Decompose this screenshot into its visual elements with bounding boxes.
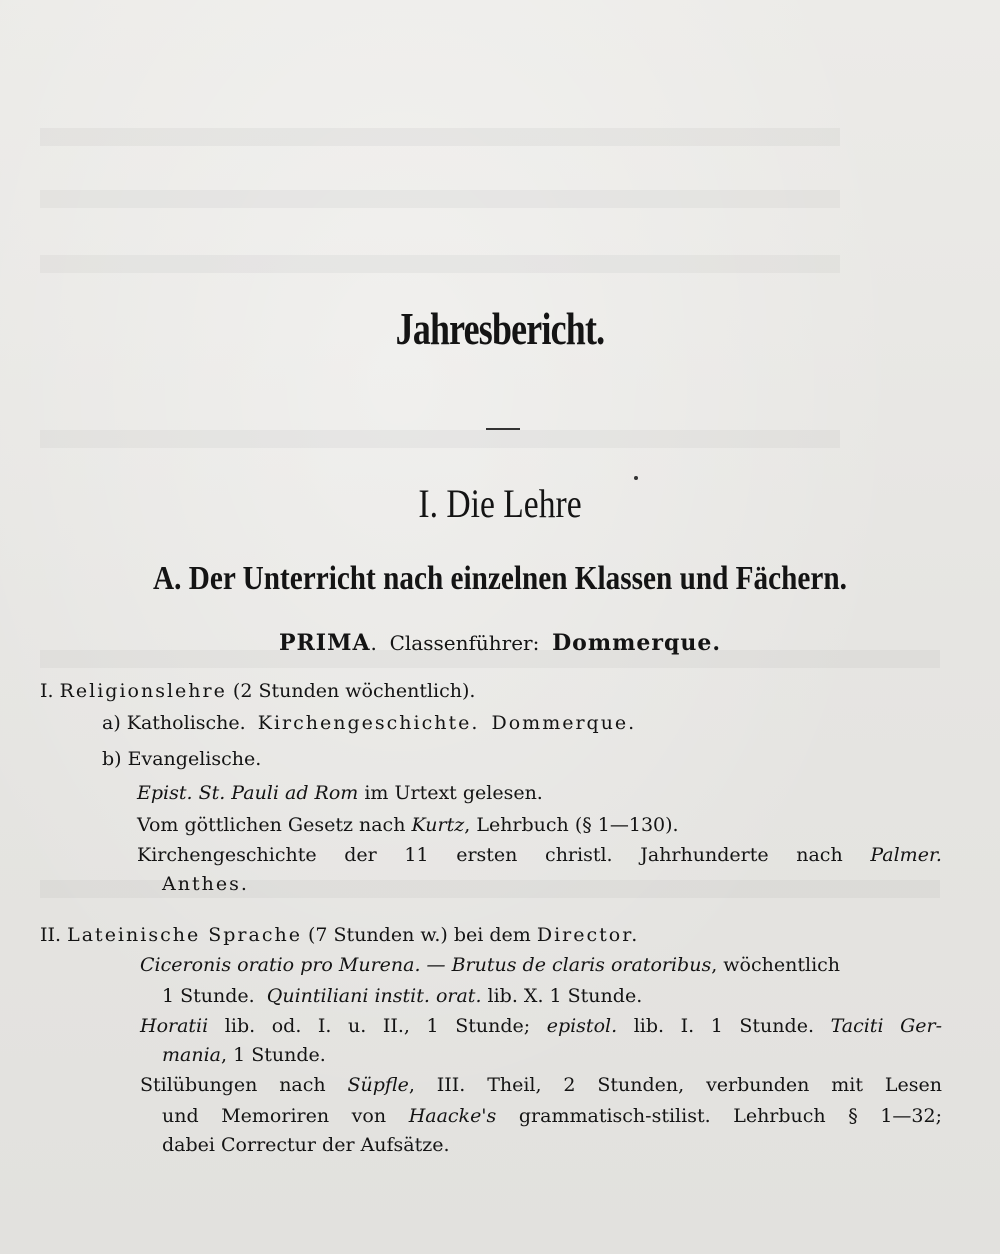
latin-2-b: lib. X. 1 Stunde.: [487, 985, 643, 1007]
evangelic-item-1: [137, 782, 543, 804]
latin-5-b: , III. Theil, 2 Stunden, verbunden mit Lesen: [408, 1074, 942, 1096]
latin-item-6: [162, 1105, 942, 1127]
latin-2-a: 1 Stunde.: [162, 985, 255, 1007]
religion-title: Religionslehre: [59, 680, 227, 702]
bleed-through-shadow: [40, 190, 840, 208]
religion-heading: [40, 680, 475, 702]
latin-6-a: und Memoriren von: [162, 1105, 387, 1127]
catholic-teacher: Dommerque.: [491, 712, 637, 734]
class-name: PRIMA: [278, 630, 371, 656]
bleed-through-shadow: [40, 128, 840, 146]
latin-4-rest: , 1 Stunde.: [221, 1044, 326, 1066]
class-leader-label: Classenführer:: [389, 631, 540, 655]
latin-3-epistol: epistol.: [546, 1015, 618, 1037]
evangelic-teacher: Anthes.: [162, 873, 249, 895]
evangelic-label: b) Evangelische.: [102, 748, 262, 770]
latin-item-4: [162, 1044, 326, 1066]
latin-item-3: [140, 1015, 942, 1037]
latin-5-a: Stilübungen nach: [140, 1074, 326, 1096]
latin-3-author: Horatii: [140, 1015, 209, 1037]
evangelic-line: [102, 748, 261, 770]
evangelic-2-a: Vom göttlichen Gesetz nach: [137, 814, 406, 836]
evangelic-3-author: Palmer.: [870, 844, 942, 866]
evangelic-2-b: , Lehrbuch (§ 1—130).: [464, 814, 679, 836]
latin-5-author: Süpfle: [347, 1074, 409, 1096]
latin-heading: [40, 924, 639, 946]
evangelic-item-2: [137, 814, 679, 836]
latin-hours: (7 Stunden w.) bei dem: [308, 924, 531, 946]
evangelic-1-rest: im Urtext gelesen.: [364, 782, 543, 804]
latin-item-2: [162, 985, 642, 1007]
latin-3-a: lib. od. I. u. II., 1 Stunde;: [224, 1015, 531, 1037]
class-leader-name: Dommerque.: [552, 630, 721, 656]
latin-3-b: lib. I. 1 Stunde.: [633, 1015, 814, 1037]
class-heading: PRIMA. Classenführer: Dommerque.: [278, 630, 721, 656]
latin-2-work: Quintiliani instit. orat.: [266, 985, 482, 1007]
catholic-subject: Kirchengeschichte.: [257, 712, 480, 734]
evangelic-1-title: Epist. St. Pauli ad Rom: [137, 782, 359, 804]
catholic-line: [102, 712, 636, 734]
evangelic-teacher-line: [162, 873, 249, 895]
latin-item-1: [140, 954, 840, 976]
latin-1-rest: , wöchentlich: [711, 954, 841, 976]
report-title: Jahresbericht.: [395, 303, 605, 354]
religion-number: I.: [40, 680, 54, 702]
evangelic-item-3: [137, 844, 942, 866]
title-rule: [486, 428, 520, 430]
latin-7: dabei Correctur der Aufsätze.: [162, 1134, 450, 1156]
latin-item-5: [140, 1074, 942, 1096]
section-heading: I. Die Lehre: [418, 481, 582, 526]
latin-1-works: Ciceronis oratio pro Murena. — Brutus de claris oratoribus: [140, 954, 712, 976]
bleed-through-shadow: [40, 430, 840, 448]
latin-6-b: grammatisch-stilist. Lehrbuch § 1—32;: [518, 1105, 942, 1127]
evangelic-3-a: Kirchengeschichte der 11 ersten christl. Jahrhunderte nach: [137, 844, 843, 866]
catholic-label: a) Katholische.: [102, 712, 246, 734]
latin-item-7: [162, 1134, 450, 1156]
latin-6-author: Haacke's: [408, 1105, 497, 1127]
latin-teacher: Director.: [536, 924, 640, 946]
latin-4-work: mania: [162, 1044, 221, 1066]
religion-hours: (2 Stunden wöchentlich).: [232, 680, 476, 702]
subsection-text: A. Der Unterricht nach einzelnen Klassen und Fächern.: [153, 560, 847, 597]
subsection-heading: [70, 560, 930, 598]
bleed-through-shadow: [40, 255, 840, 273]
latin-title: Lateinische Sprache: [67, 924, 302, 946]
latin-3-tacitus: Taciti Ger-: [830, 1015, 943, 1037]
evangelic-2-author: Kurtz: [411, 814, 465, 836]
latin-number: II.: [40, 924, 62, 946]
